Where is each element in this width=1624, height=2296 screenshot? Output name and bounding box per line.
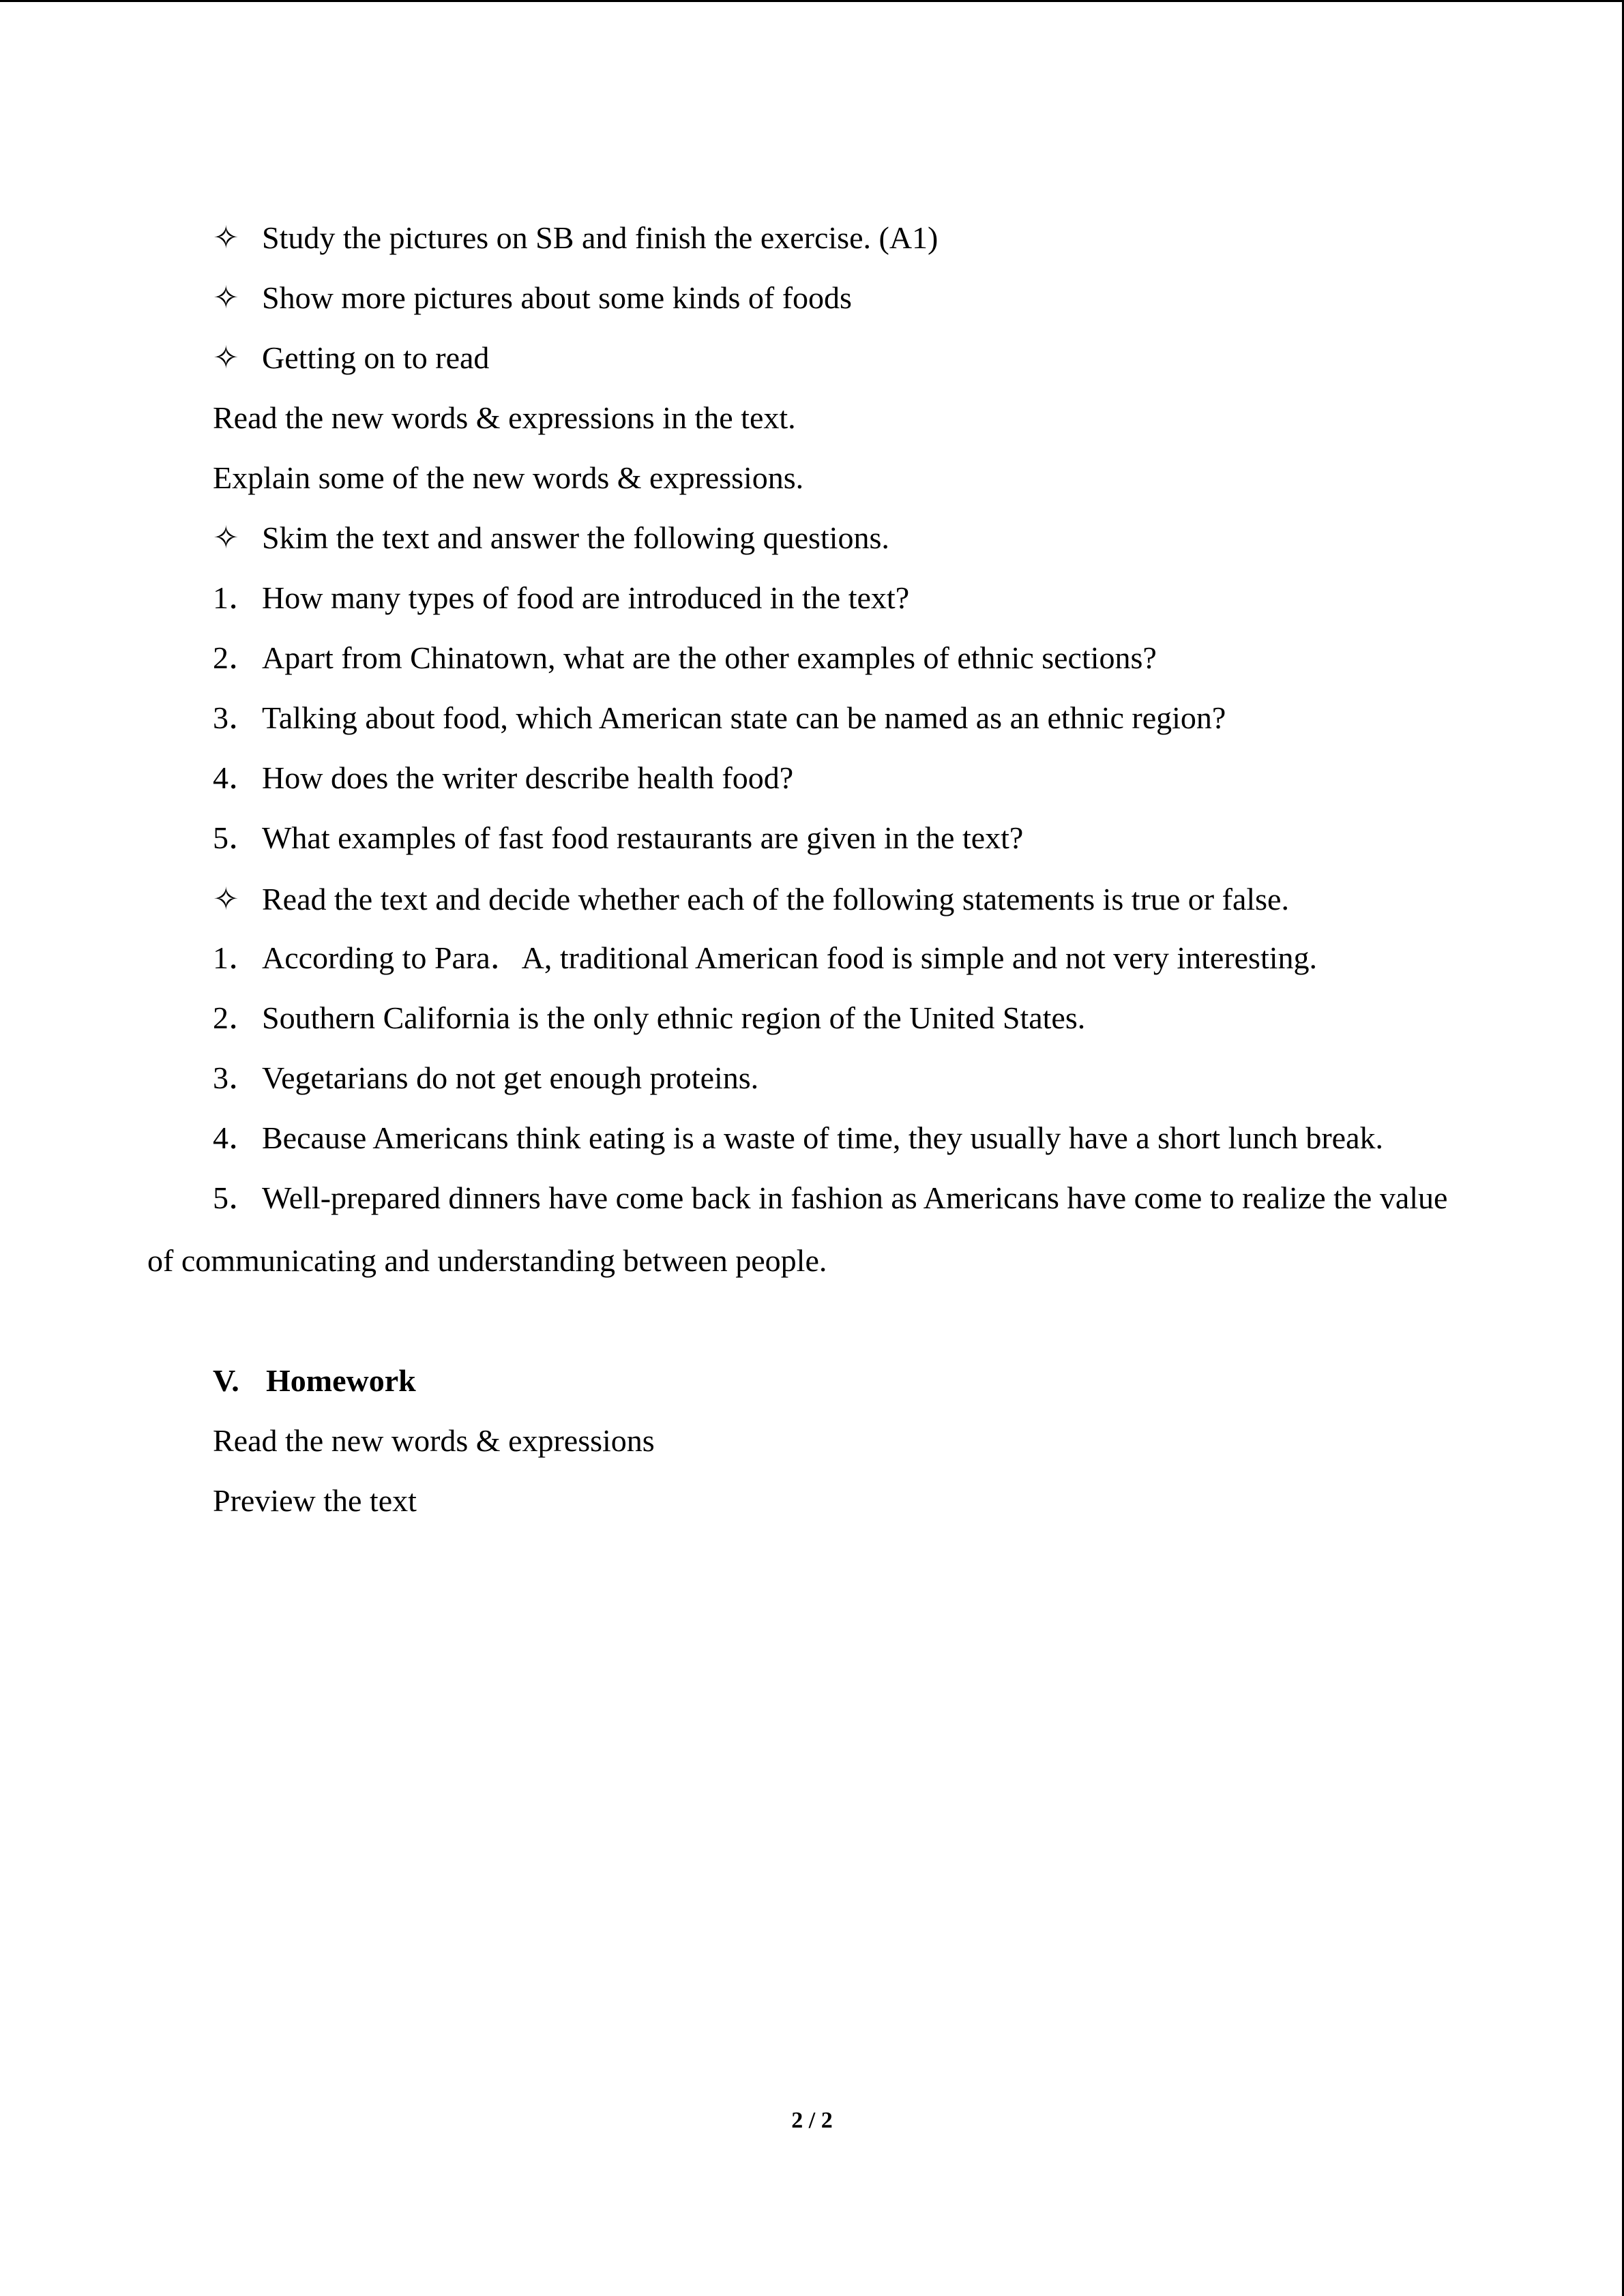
item-number: 2． [213, 1000, 260, 1035]
line-text: What examples of fast food restaurants are given in the text? [262, 820, 1024, 855]
line-text: Skim the text and answer the following questions. [262, 520, 889, 555]
bullet-line [213, 339, 489, 377]
bullet-line [213, 880, 1289, 919]
numbered-line [213, 579, 909, 617]
star-bullet-icon: ✧ [213, 280, 239, 315]
item-number: 3． [213, 1060, 260, 1095]
item-number: 1． [213, 580, 260, 615]
numbered-line [213, 819, 1023, 857]
item-number: 5． [213, 820, 260, 855]
line-text: How many types of food are introduced in the text? [262, 580, 910, 615]
numbered-line [213, 1179, 1447, 1217]
line-text: Southern California is the only ethnic region of the United States. [262, 1000, 1086, 1035]
homework-heading [213, 1362, 416, 1400]
numbered-line [213, 759, 793, 797]
star-bullet-icon: ✧ [213, 340, 239, 375]
numbered-line [213, 999, 1085, 1037]
numbered-line [213, 1059, 758, 1097]
item-number: 5． [213, 1180, 260, 1215]
page-number: 2 / 2 [791, 2108, 833, 2133]
line-text: Well-prepared dinners have come back in fashion as Americans have come to realize the value [262, 1180, 1448, 1215]
line-text: How does the writer describe health food? [262, 760, 794, 795]
line-text: Read the new words & expressions [213, 1423, 655, 1458]
continuation-line [147, 1242, 827, 1280]
star-bullet-icon: ✧ [213, 220, 239, 255]
numbered-line [213, 639, 1157, 677]
star-bullet-icon: ✧ [213, 520, 239, 555]
line-text: of communicating and understanding between people. [147, 1243, 827, 1278]
plain-line [213, 459, 803, 497]
line-text: Show more pictures about some kinds of foods [262, 280, 852, 315]
homework-item [213, 1482, 417, 1520]
line-text: Talking about food, which American state can be named as an ethnic region? [262, 700, 1226, 735]
star-bullet-icon: ✧ [213, 882, 239, 916]
numbered-line [213, 939, 1317, 977]
line-text: Getting on to read [262, 340, 490, 375]
bullet-line [213, 279, 852, 317]
line-text: Read the new words & expressions in the text. [213, 400, 796, 435]
item-number: 4． [213, 1120, 260, 1155]
item-number: 1． [213, 940, 260, 975]
line-text: Apart from Chinatown, what are the other examples of ethnic sections? [262, 640, 1157, 675]
item-number: 4． [213, 760, 260, 795]
line-text: Preview the text [213, 1483, 417, 1518]
line-text: Vegetarians do not get enough proteins. [262, 1060, 759, 1095]
section-title: Homework [266, 1363, 416, 1398]
numbered-line [213, 1119, 1383, 1157]
bullet-line [213, 519, 889, 557]
item-number: 3． [213, 700, 260, 735]
line-text: According to Para．A, traditional American food is simple and not very interesting. [262, 940, 1318, 975]
line-text: Study the pictures on SB and finish the exercise. (A1) [262, 220, 939, 255]
numbered-line [213, 699, 1226, 737]
plain-line [213, 399, 796, 437]
line-text: Read the text and decide whether each of the following statements is true or false. [262, 882, 1289, 916]
bullet-line [213, 219, 938, 257]
item-number: 2． [213, 640, 260, 675]
line-text: Explain some of the new words & expressions. [213, 460, 804, 495]
line-text: Because Americans think eating is a waste of time, they usually have a short lunch break. [262, 1120, 1384, 1155]
homework-item [213, 1422, 655, 1460]
section-number: V. [213, 1363, 239, 1398]
